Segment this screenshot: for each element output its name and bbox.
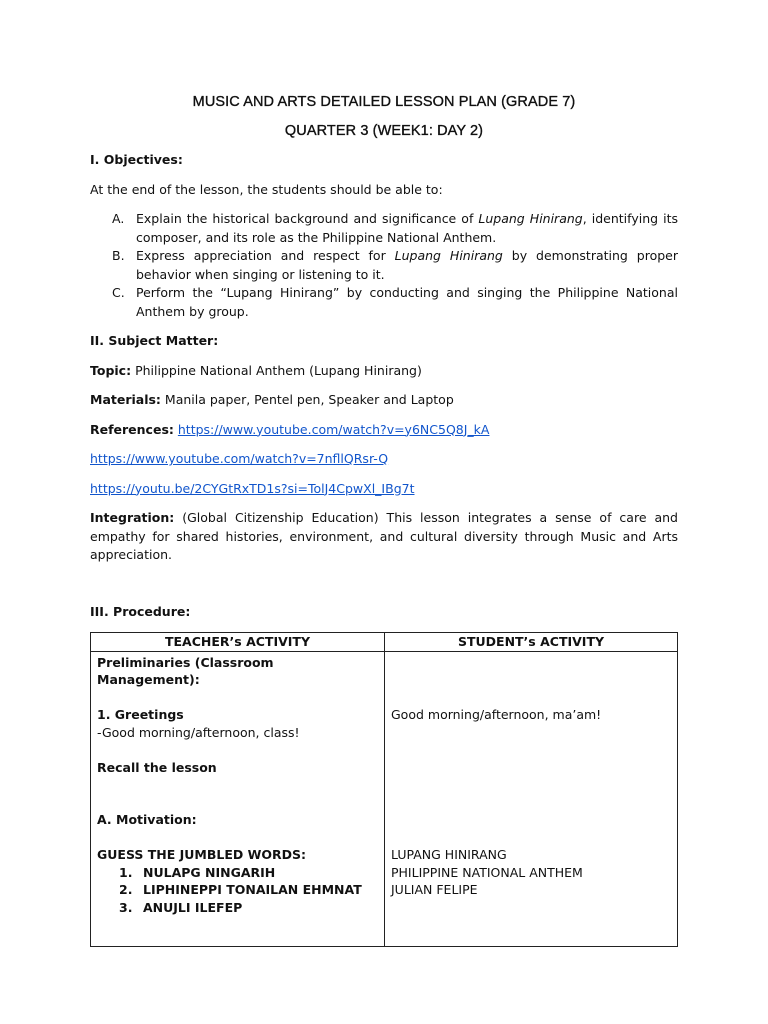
jumbled-heading: GUESS THE JUMBLED WORDS: (97, 847, 307, 862)
references-line (90, 421, 678, 440)
objective-text: by demonstrating proper behavior when singing or listening to it. (136, 248, 678, 282)
jumbled-word: ANUJLI ILEFEP (143, 899, 243, 915)
objectives-list (90, 210, 678, 321)
reference-link-1[interactable]: https://www.youtube.com/watch?v=y6NC5Q8J_kA (177, 421, 490, 437)
preliminaries-heading: Preliminaries (Classroom Management): (97, 654, 274, 687)
topic-line (90, 362, 678, 381)
objective-text: Perform the “Lupang Hinirang” by conducting and singing the Philippine National Anthem by group. (136, 285, 678, 319)
references-line-3 (90, 480, 678, 499)
objective-marker: B. (112, 248, 125, 263)
subject-matter-heading: II. Subject Matter: (90, 333, 219, 348)
topic-value: Philippine National Anthem (Lupang Hinirang) (131, 362, 422, 378)
table-header-row (91, 633, 678, 652)
topic-label: Topic: (90, 362, 132, 378)
answer-3: JULIAN FELIPE (391, 882, 478, 897)
jumbled-word: LIPHINEPPI TONAILAN EHMNAT (143, 882, 362, 897)
objective-text: Express appreciation and respect for (136, 248, 395, 263)
list-item (97, 899, 378, 917)
student-activity-header: STUDENT’s ACTIVITY (385, 633, 678, 652)
objectives-heading: I. Objectives: (90, 152, 183, 167)
item-number: 2. (119, 882, 133, 897)
materials-line (90, 391, 678, 410)
list-item (97, 864, 378, 882)
list-item (97, 881, 378, 899)
teacher-greeting: -Good morning/afternoon, class! (97, 724, 300, 740)
objective-text: , identifying its composer, and its role as the Philippine National Anthem. (136, 211, 678, 245)
document-subtitle: QUARTER 3 (WEEK1: DAY 2) (284, 122, 484, 139)
objective-marker: A. (112, 211, 125, 226)
item-number: 1. (119, 864, 133, 880)
document-title: MUSIC AND ARTS DETAILED LESSON PLAN (GRADE 7) (192, 94, 576, 110)
integration-label: Integration: (90, 510, 175, 525)
item-number: 3. (119, 899, 133, 915)
greetings-heading: 1. Greetings (97, 707, 184, 722)
answer-1: LUPANG HINIRANG (391, 847, 507, 862)
integration-line (90, 509, 678, 565)
objective-item (112, 284, 678, 321)
references-line-2 (90, 450, 678, 469)
objective-marker: C. (112, 285, 125, 300)
objective-italic: Lupang Hinirang (478, 211, 583, 226)
jumbled-words-list (97, 864, 378, 917)
objective-italic: Lupang Hinirang (394, 248, 503, 263)
objective-item (112, 247, 678, 284)
objective-text: Explain the historical background and significance of (136, 211, 479, 226)
integration-value: (Global Citizenship Education) This lesson integrates a sense of care and empathy for shared histories, environment, and cultural diversity through Music and Arts appreciation. (90, 510, 678, 562)
objective-item (112, 210, 678, 247)
teacher-activity-header: TEACHER’s ACTIVITY (91, 633, 385, 652)
recall-heading: Recall the lesson (97, 759, 217, 775)
materials-value: Manila paper, Pentel pen, Speaker and Laptop (160, 392, 454, 407)
reference-link-3[interactable]: https://youtu.be/2CYGtRxTD1s?si=TolJ4CpwXl_IBg7t (90, 480, 415, 496)
procedure-table (90, 632, 678, 947)
objectives-intro: At the end of the lesson, the students should be able to: (90, 181, 443, 197)
motivation-heading: A. Motivation: (97, 812, 197, 827)
teacher-activity-cell (91, 651, 385, 946)
lesson-plan-page (90, 93, 678, 947)
student-greeting: Good morning/afternoon, ma’am! (391, 707, 602, 722)
references-label: References: (90, 421, 174, 437)
reference-link-2[interactable]: https://www.youtube.com/watch?v=7nfllQRsr-Q (90, 451, 389, 466)
answer-2: PHILIPPINE NATIONAL ANTHEM (391, 864, 583, 880)
procedure-heading: III. Procedure: (90, 603, 191, 619)
jumbled-word: NULAPG NINGARIH (143, 864, 276, 880)
table-row (91, 651, 678, 946)
materials-label: Materials: (90, 392, 161, 407)
student-activity-cell (385, 651, 678, 946)
